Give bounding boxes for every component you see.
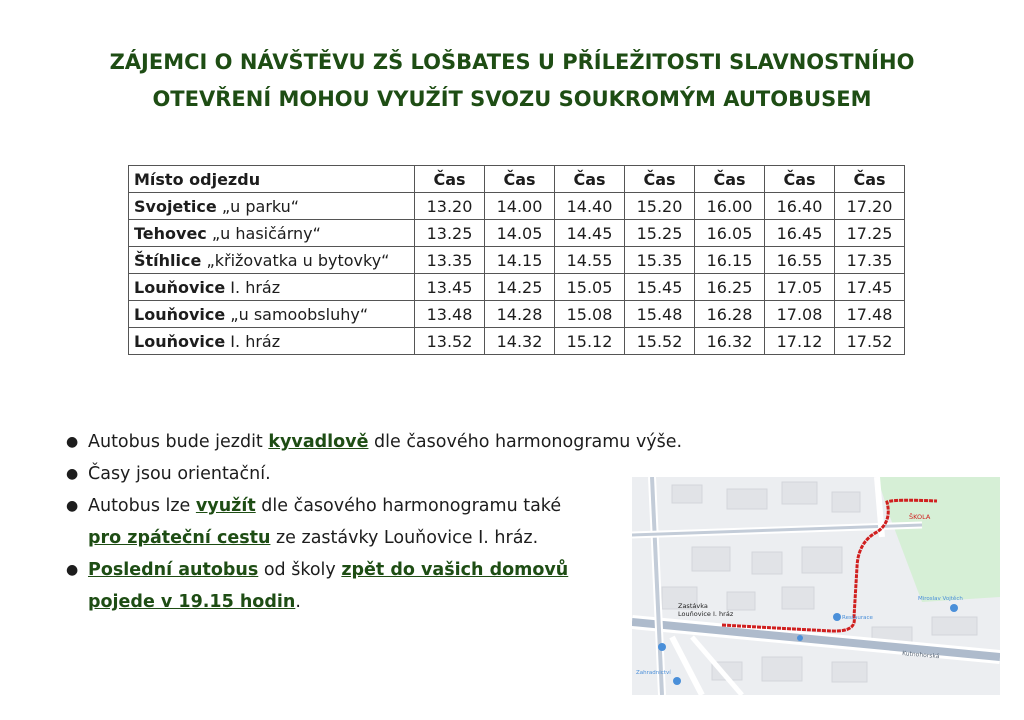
note-text: od školy xyxy=(258,560,342,580)
time-cell: 17.35 xyxy=(835,247,905,274)
note-text: . xyxy=(295,592,301,612)
time-cell: 15.48 xyxy=(625,301,695,328)
table-row xyxy=(129,301,905,328)
place-detail: „u hasičárny“ xyxy=(206,223,321,243)
time-cell: 14.05 xyxy=(485,220,555,247)
time-cell: 15.12 xyxy=(555,328,625,355)
place-detail: „u parku“ xyxy=(216,196,300,216)
time-cell: 13.45 xyxy=(415,274,485,301)
list-item xyxy=(62,554,682,618)
table-row xyxy=(129,247,905,274)
header-time: Čas xyxy=(625,166,695,193)
place-detail: I. hráz xyxy=(225,331,281,351)
place-cell xyxy=(129,328,415,355)
place-name: Tehovec xyxy=(134,223,207,243)
note-text: Časy jsou orientační. xyxy=(88,464,271,484)
place-name: Štíhlice xyxy=(134,250,202,270)
poi-marker-icon xyxy=(797,635,803,641)
time-cell: 16.05 xyxy=(695,220,765,247)
time-cell: 15.45 xyxy=(625,274,695,301)
header-place: Místo odjezdu xyxy=(129,166,415,193)
route-map xyxy=(632,477,1000,695)
time-cell: 16.28 xyxy=(695,301,765,328)
table-row xyxy=(129,328,905,355)
list-item xyxy=(62,426,682,458)
place-name: Svojetice xyxy=(134,196,217,216)
place-name: Louňovice xyxy=(134,331,226,351)
time-cell: 13.20 xyxy=(415,193,485,220)
header-time: Čas xyxy=(835,166,905,193)
time-cell: 16.55 xyxy=(765,247,835,274)
time-cell: 14.40 xyxy=(555,193,625,220)
time-cell: 16.15 xyxy=(695,247,765,274)
note-highlight: pro zpáteční cestu xyxy=(88,528,271,548)
note-highlight: zpět do vašich domovů xyxy=(341,560,569,580)
time-cell: 14.15 xyxy=(485,247,555,274)
time-cell: 16.40 xyxy=(765,193,835,220)
note-highlight: kyvadlově xyxy=(268,432,369,452)
header-time: Čas xyxy=(415,166,485,193)
list-item xyxy=(62,490,682,554)
time-cell: 15.08 xyxy=(555,301,625,328)
poi-label: Zahradnictví xyxy=(636,670,671,676)
page-title xyxy=(0,44,1024,118)
time-cell: 16.00 xyxy=(695,193,765,220)
time-cell: 13.48 xyxy=(415,301,485,328)
place-name: Louňovice xyxy=(134,277,226,297)
time-cell: 17.12 xyxy=(765,328,835,355)
title-line-1: ZÁJEMCI O NÁVŠTĚVU ZŠ LOŠBATES U PŘÍLEŽITOSTI SLAVNOSTNÍHO xyxy=(109,50,915,74)
place-cell xyxy=(129,274,415,301)
time-cell: 17.20 xyxy=(835,193,905,220)
place-detail: „u samoobsluhy“ xyxy=(225,304,369,324)
route-map-svg xyxy=(632,477,1000,695)
poi-marker-icon xyxy=(833,613,841,621)
time-cell: 14.00 xyxy=(485,193,555,220)
time-cell: 16.45 xyxy=(765,220,835,247)
bullet-icon: ● xyxy=(66,498,79,514)
note-text: dle časového harmonogramu také xyxy=(255,496,562,516)
time-cell: 15.05 xyxy=(555,274,625,301)
time-cell: 14.32 xyxy=(485,328,555,355)
place-cell xyxy=(129,301,415,328)
note-text: ze zastávky Louňovice I. hráz. xyxy=(270,528,539,548)
table-header-row xyxy=(129,166,905,193)
poi-marker-icon xyxy=(673,677,681,685)
poi-label: Miroslav Vojtěch xyxy=(918,596,963,602)
time-cell: 15.52 xyxy=(625,328,695,355)
table-row xyxy=(129,274,905,301)
time-cell: 15.35 xyxy=(625,247,695,274)
time-cell: 13.25 xyxy=(415,220,485,247)
stop-label-2: Louňovice I. hráz xyxy=(678,610,734,618)
header-time: Čas xyxy=(555,166,625,193)
poi-marker-icon xyxy=(950,604,958,612)
stop-label-1: Zastávka xyxy=(678,602,708,610)
place-name: Louňovice xyxy=(134,304,226,324)
time-cell: 14.55 xyxy=(555,247,625,274)
time-cell: 14.25 xyxy=(485,274,555,301)
time-cell: 17.45 xyxy=(835,274,905,301)
time-cell: 14.45 xyxy=(555,220,625,247)
note-highlight: Poslední autobus xyxy=(88,560,259,580)
note-highlight: využít xyxy=(195,496,256,516)
table-body xyxy=(129,193,905,355)
time-cell: 16.32 xyxy=(695,328,765,355)
title-line-2: OTEVŘENÍ MOHOU VYUŽÍT SVOZU SOUKROMÝM AUTOBUSEM xyxy=(152,87,872,111)
place-cell xyxy=(129,193,415,220)
time-cell: 15.20 xyxy=(625,193,695,220)
road-label: Kutnohorská xyxy=(901,650,940,661)
time-cell: 17.05 xyxy=(765,274,835,301)
list-item xyxy=(62,458,682,490)
time-cell: 17.48 xyxy=(835,301,905,328)
place-detail: I. hráz xyxy=(225,277,281,297)
header-time: Čas xyxy=(765,166,835,193)
note-text: Autobus lze xyxy=(88,496,196,516)
poi-marker-icon xyxy=(658,643,666,651)
time-cell: 15.25 xyxy=(625,220,695,247)
bus-schedule-table xyxy=(128,165,905,355)
time-cell: 16.25 xyxy=(695,274,765,301)
bullet-icon: ● xyxy=(66,466,79,482)
note-text: Autobus bude jezdit xyxy=(88,432,269,452)
header-time: Čas xyxy=(485,166,555,193)
bullet-icon: ● xyxy=(66,434,79,450)
time-cell: 14.28 xyxy=(485,301,555,328)
time-cell: 17.25 xyxy=(835,220,905,247)
place-cell xyxy=(129,247,415,274)
time-cell: 17.52 xyxy=(835,328,905,355)
time-cell: 13.35 xyxy=(415,247,485,274)
poi-label: Restaurace xyxy=(842,615,873,621)
table-row xyxy=(129,193,905,220)
time-cell: 17.08 xyxy=(765,301,835,328)
notes-list xyxy=(62,426,682,618)
note-highlight: pojede v 19.15 hodin xyxy=(88,592,296,612)
time-cell: 13.52 xyxy=(415,328,485,355)
school-label: ŠKOLA xyxy=(909,513,931,521)
header-time: Čas xyxy=(695,166,765,193)
place-detail: „křižovatka u bytovky“ xyxy=(201,250,390,270)
place-cell xyxy=(129,220,415,247)
table-row xyxy=(129,220,905,247)
bullet-icon: ● xyxy=(66,562,79,578)
note-text: dle časového harmonogramu výše. xyxy=(368,432,683,452)
